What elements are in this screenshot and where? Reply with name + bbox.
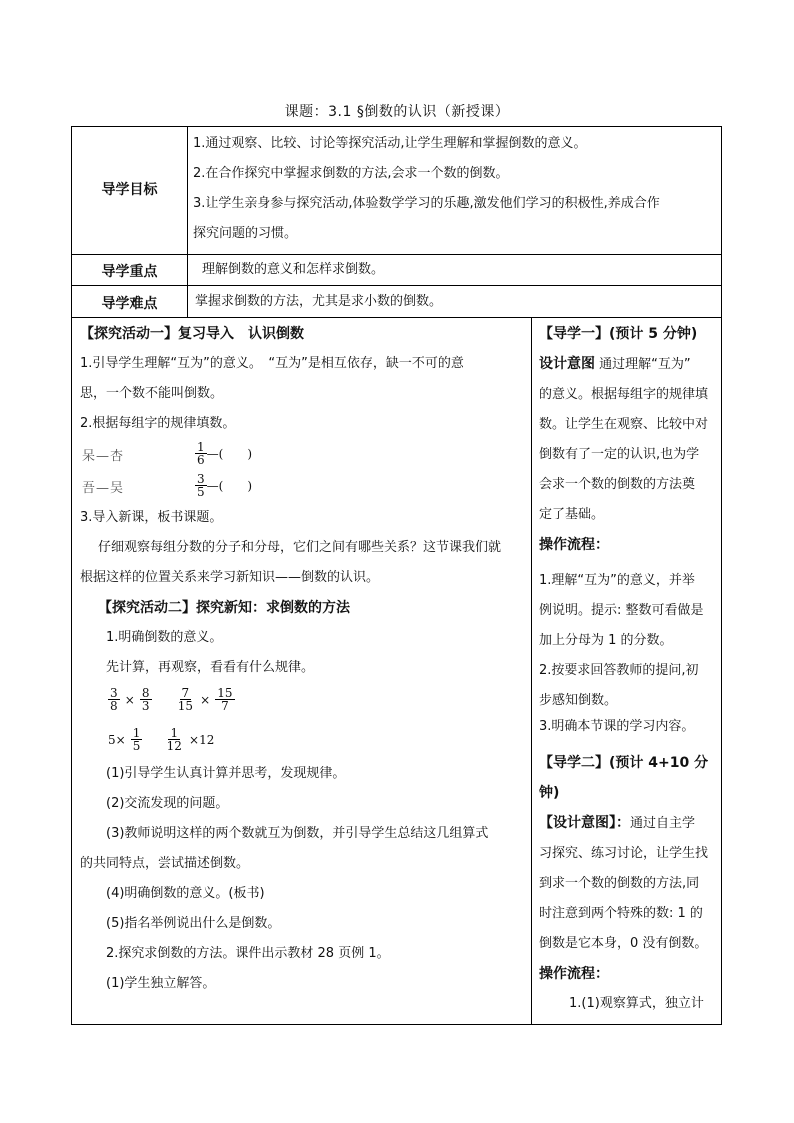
text-line: 【设计意图】：通过自主学 xyxy=(539,815,696,831)
goal-line: 2.在合作探究中掌握求倒数的方法,会求一个数的倒数。 xyxy=(193,166,509,181)
flow-label: 操作流程： xyxy=(539,537,609,553)
fraction: $\frac{1}{5}$ xyxy=(132,726,141,753)
times-sign: × xyxy=(115,733,126,747)
goal-line: 3.让学生亲身参与探究活动,体验数学学习的乐趣,激发他们学习的积极性,养成合作 xyxy=(193,196,660,211)
text-line: 1.引导学生理解“互为”的意义。 “互为”是相互依存，缺一不可的意 xyxy=(80,356,464,371)
text-line: 到求一个数的倒数的方法,同 xyxy=(539,876,700,891)
text-line: 1.明确倒数的意义。 xyxy=(106,630,223,645)
key-point-label: 导学重点 xyxy=(101,264,158,280)
goals-label: 导学目标 xyxy=(101,182,158,198)
guide-one-heading: 【导学一】(预计 5 分钟) xyxy=(539,326,698,342)
text-line: 仔细观察每组分数的分子和分母，它们之间有哪些关系？这节课我们就 xyxy=(98,540,502,555)
text-line: 1.理解“互为”的意义，并举 xyxy=(539,573,695,588)
lesson-table xyxy=(71,126,722,1025)
goals-text xyxy=(193,129,718,249)
fraction-blank: $\frac{3}{5}$ —( ) xyxy=(197,472,253,499)
text-line: (2)交流发现的问题。 xyxy=(106,796,229,811)
fraction: $\frac{1}{12}$ xyxy=(166,726,182,753)
text-line: 步感知倒数。 xyxy=(539,693,618,708)
fraction: $\frac{15}{7}$ xyxy=(217,686,233,713)
text-line: 的意义。根据每组字的规律填 xyxy=(539,387,709,402)
fraction: $\frac{8}{3}$ xyxy=(141,686,150,713)
fraction: $\frac{1}{6}$ xyxy=(197,440,205,467)
text-line: 倒数有了一定的认识,也为学 xyxy=(539,447,700,462)
text-line: 先计算，再观察，看看有什么规律。 xyxy=(106,660,315,675)
fraction: $\frac{7}{15}$ xyxy=(177,686,193,713)
text-line: 定了基础。 xyxy=(539,507,605,522)
fraction-blank: $\frac{1}{6}$ —( ) xyxy=(197,440,253,467)
intent-label: 【设计意图】： xyxy=(539,815,630,831)
text-line: 的共同特点，尝试描述倒数。 xyxy=(80,856,250,871)
word-pair-row xyxy=(80,471,530,503)
page-title: 课题：3.1 §倒数的认识（新授课） xyxy=(284,104,510,120)
intent-label: 设计意图 xyxy=(539,356,595,372)
column-divider xyxy=(531,317,532,1025)
text-line: 例说明。提示: 整数可看做是 xyxy=(539,603,704,618)
text-line: (1)引导学生认真计算并思考，发现规律。 xyxy=(106,766,346,781)
text-line: (5)指名举例说出什么是倒数。 xyxy=(106,916,281,931)
text-line: 倒数是它本身，0 没有倒数。 xyxy=(539,936,708,951)
text-line: 习探究、练习讨论，让学生找 xyxy=(539,846,709,861)
activities-column xyxy=(80,319,530,999)
flow-label: 操作流程： xyxy=(539,966,609,982)
times-sign: × xyxy=(124,693,135,707)
guide-two-heading-cont: 钟) xyxy=(539,785,560,801)
expression-row: 5× $\frac{1}{5}$ $\frac{1}{12}$ ×12 xyxy=(108,726,215,753)
fraction: $\frac{3}{5}$ xyxy=(197,472,205,499)
word-pair-row xyxy=(80,439,530,471)
row-divider xyxy=(72,254,721,255)
guide-two-heading: 【导学二】(预计 4+10 分 xyxy=(539,755,709,771)
expression-row xyxy=(80,683,530,721)
word-pair: 呆—杏 xyxy=(82,449,125,464)
text-line: 2.探究求倒数的方法。课件出示教材 28 页例 1。 xyxy=(106,946,390,961)
text-line: 会求一个数的倒数的方法奠 xyxy=(539,477,696,492)
key-point-text: 理解倒数的意义和怎样求倒数。 xyxy=(202,262,385,277)
text-line: 思，一个数不能叫倒数。 xyxy=(80,386,224,401)
activity-two-heading: 【探究活动二】探究新知：求倒数的方法 xyxy=(98,600,350,616)
text-line: 3.导入新课，板书课题。 xyxy=(80,510,223,525)
times-sign: × xyxy=(189,733,200,747)
text-line: 根据这样的位置关系来学习新知识——倒数的认识。 xyxy=(80,570,380,585)
text-line: 数。让学生在观察、比较中对 xyxy=(539,417,709,432)
text-line: 时注意到两个特殊的数: 1 的 xyxy=(539,906,703,921)
text-line: 2.按要求回答教师的提问,初 xyxy=(539,663,699,678)
activity-one-heading: 【探究活动一】复习导入 认识倒数 xyxy=(80,326,304,342)
goal-line: 探究问题的习惯。 xyxy=(193,226,298,241)
label-divider xyxy=(187,127,188,317)
fraction: $\frac{3}{8}$ xyxy=(110,686,118,713)
text-line: (4)明确倒数的意义。(板书) xyxy=(106,886,265,901)
row-divider xyxy=(72,317,721,318)
text-line: 加上分母为 1 的分数。 xyxy=(539,633,673,648)
text-line: (1)学生独立解答。 xyxy=(106,976,216,991)
text-line: (3)教师说明这样的两个数就互为倒数，并引导学生总结这几组算式 xyxy=(106,826,489,841)
difficulty-text: 掌握求倒数的方法，尤其是求小数的倒数。 xyxy=(195,294,443,309)
difficulty-label: 导学难点 xyxy=(101,296,158,312)
goal-line: 1.通过观察、比较、讨论等探究活动,让学生理解和掌握倒数的意义。 xyxy=(193,136,587,151)
text-line: 设计意图 通过理解“互为” xyxy=(539,356,691,372)
word-pair: 吾—吴 xyxy=(82,481,125,496)
guidance-column xyxy=(539,319,719,1019)
text-line: 1.(1)观察算式，独立计 xyxy=(569,996,704,1011)
text-line: 3.明确本节课的学习内容。 xyxy=(539,719,695,734)
times-sign: × xyxy=(200,693,211,707)
text-line: 2.根据每组字的规律填数。 xyxy=(80,416,236,431)
row-divider xyxy=(72,285,721,286)
